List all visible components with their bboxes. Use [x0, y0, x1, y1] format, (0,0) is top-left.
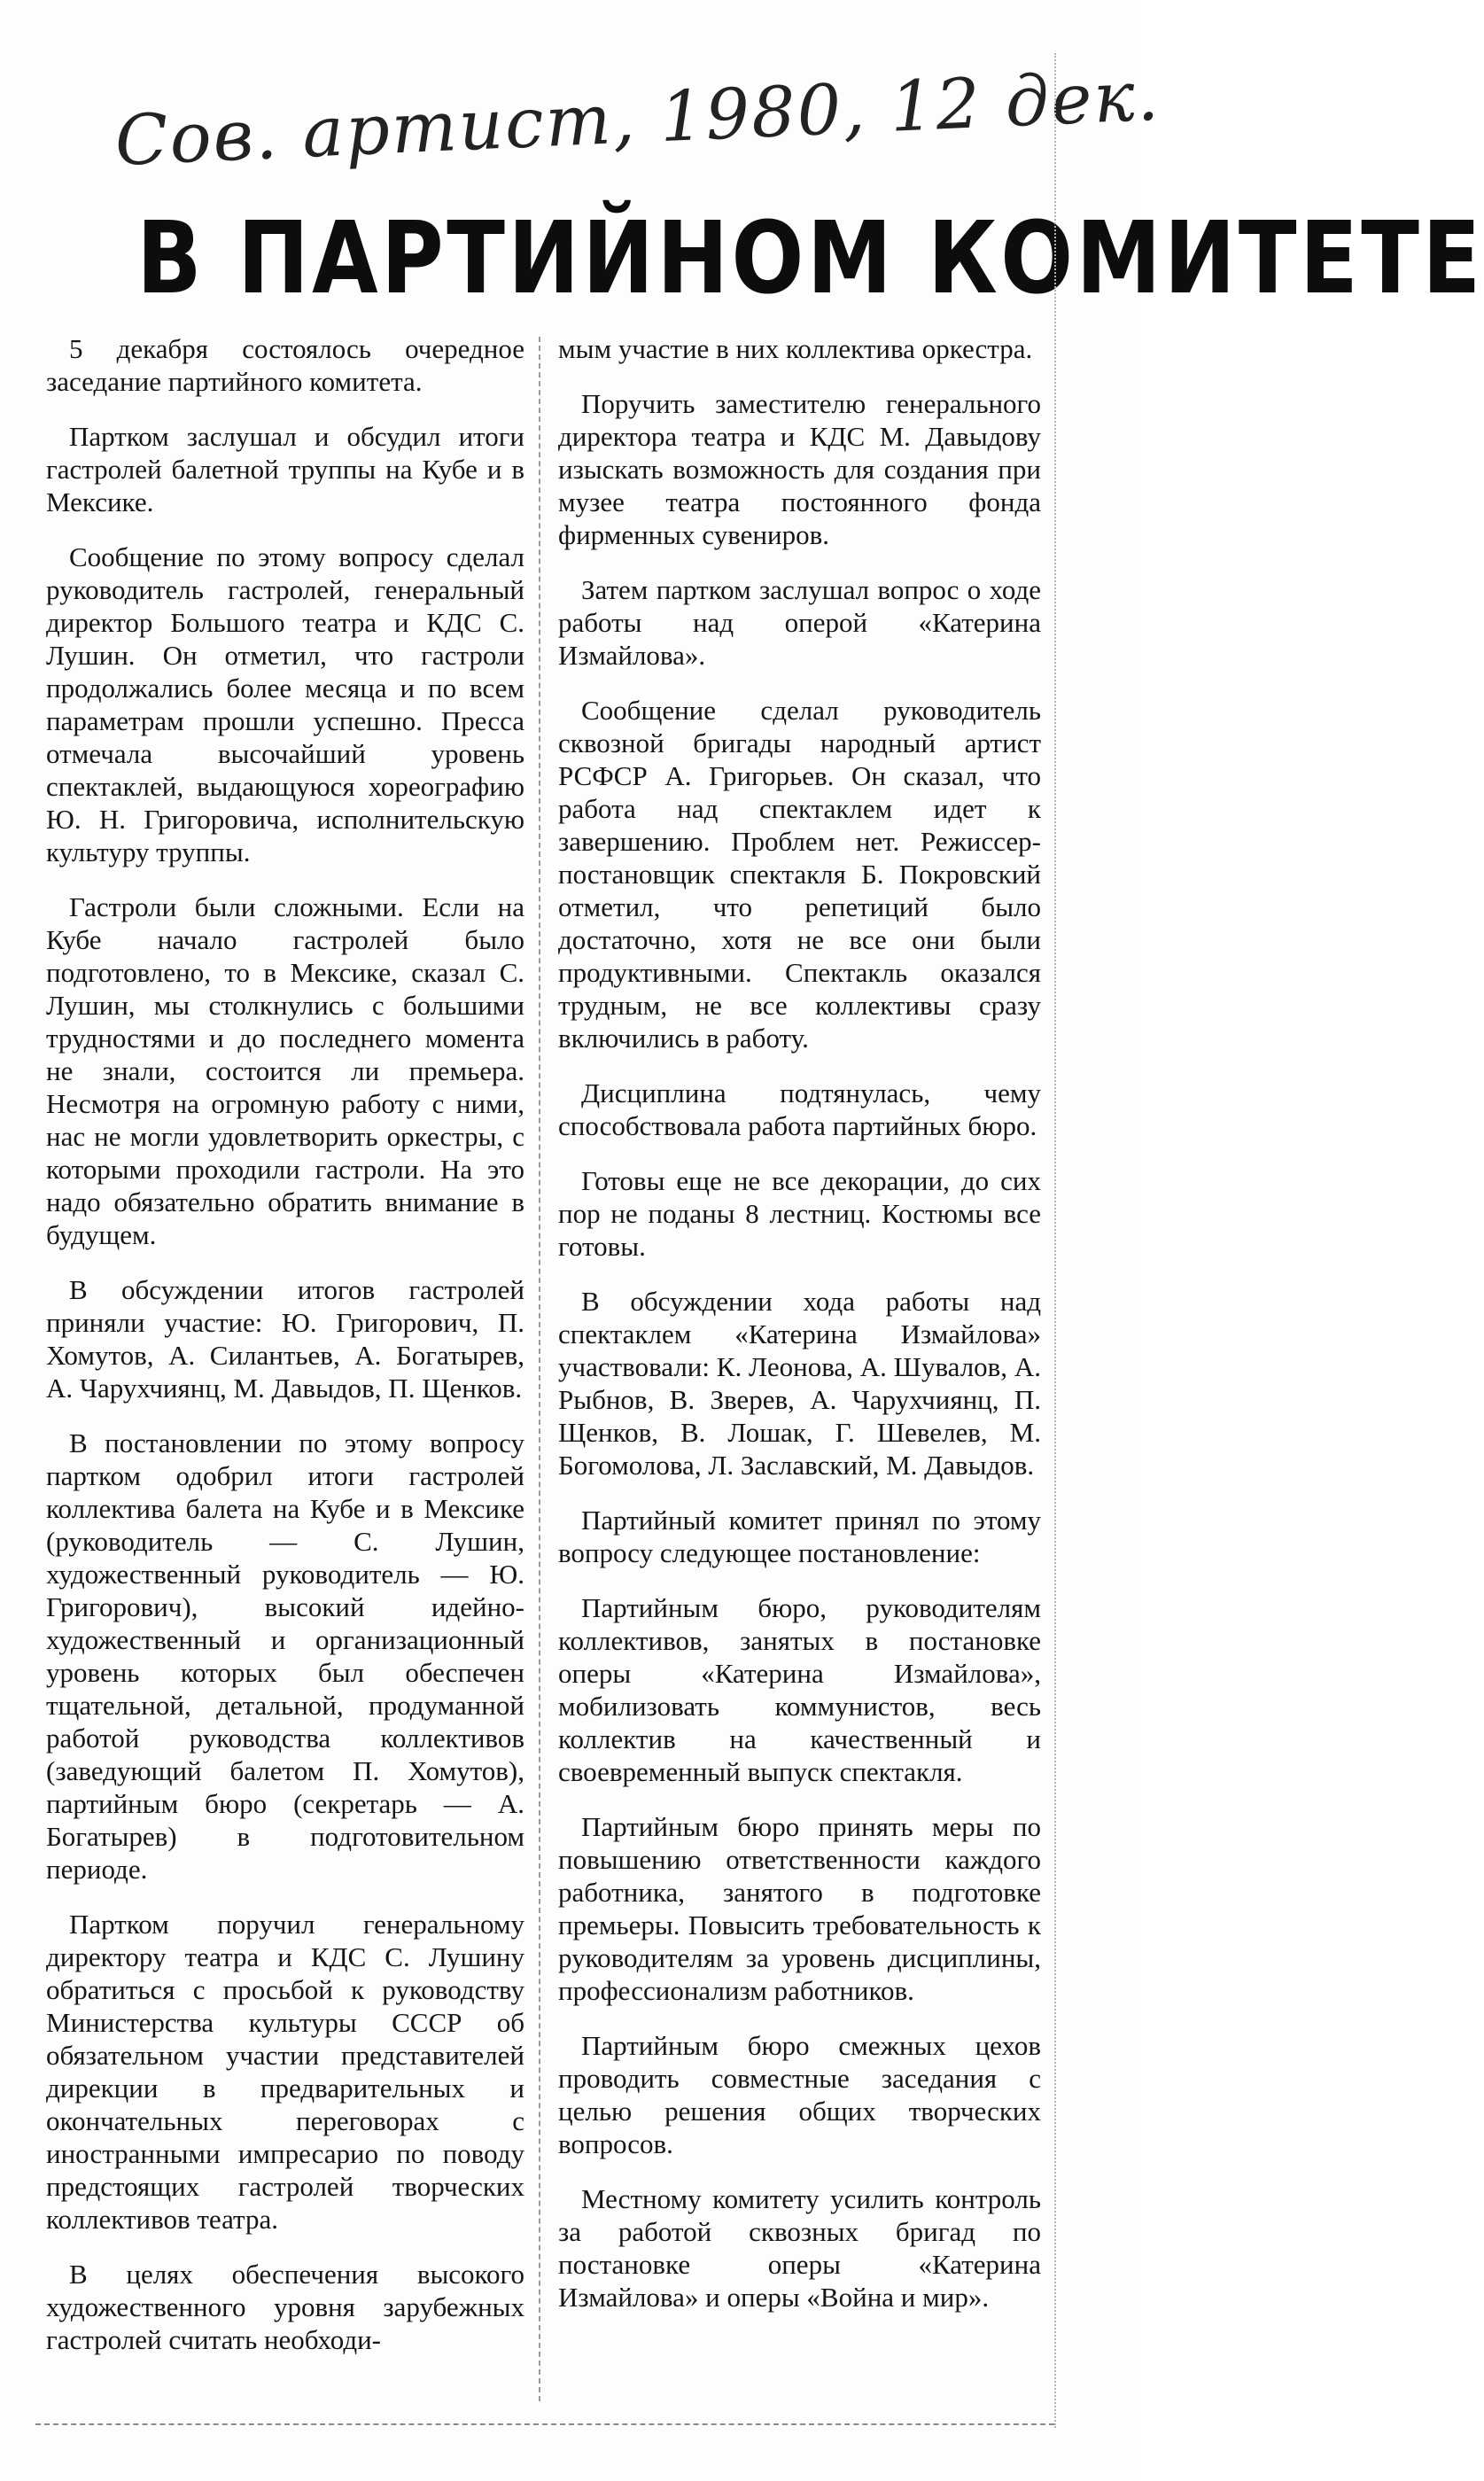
paragraph: В обсуждении итогов гастролей приняли участие: Ю. Григорович, П. Хомутов, А. Силантьев, А. Богатырев, А. Чарухчиянц, М. Давыдов, П. Щенков.: [46, 1274, 524, 1404]
clipping-edge: [1054, 53, 1056, 2428]
paragraph: В целях обеспечения высокого художественного уровня зарубежных гастролей считать необходи-: [46, 2259, 524, 2355]
paragraph: В постановлении по этому вопросу партком одобрил итоги гастролей коллектива балета на Кубе и в Мексике (руководитель — С. Лушин, художественный руководитель — Ю. Григорович), высокий идейно-художественный и организационный уровень которых был обеспечен тщательной, детальной, продуманной работой руководства коллективов (заведующий балетом П. Хомутов), партийным бюро (секретарь — А. Богатырев) в подготовительном периоде.: [46, 1427, 524, 1885]
paragraph: Местному комитету усилить контроль за работой сквозных бригад по постановке оперы «Катерина Измайлова» и оперы «Война и мир».: [558, 2183, 1041, 2313]
paragraph: Партком заслушал и обсудил итоги гастролей балетной труппы на Кубе и в Мексике.: [46, 421, 524, 517]
paragraph: Дисциплина подтянулась, чему способствовала работа партийных бюро.: [558, 1077, 1041, 1141]
column-divider: [539, 337, 541, 2401]
paragraph: Сообщение по этому вопросу сделал руководитель гастролей, генеральный директор Большого театра и КДС С. Лушин. Он отметил, что гастроли продолжались более месяца и по всем параметрам прошли успешно. Пресса отмечала высочайший уровень спектаклей, выдающуюся хореографию Ю. Н. Григоровича, исполнительскую культуру труппы.: [46, 541, 524, 867]
paragraph: Партийным бюро, руководителям коллективов, занятых в постановке оперы «Катерина Измайлова», мобилизовать коммунистов, весь коллектив на качественный и своевременный выпуск спектакля.: [558, 1592, 1041, 1787]
paragraph: 5 декабря состоялось очередное заседание партийного комитета.: [46, 333, 524, 397]
left-column: [46, 332, 524, 2378]
handwritten-source-note: Сов. артист, 1980, 12 дек.: [113, 56, 1162, 182]
paragraph-continued: мым участие в них коллектива оркестра.: [558, 333, 1033, 364]
right-column: [558, 332, 1041, 2336]
paragraph: Готовы еще не все декорации, до сих пор не поданы 8 лестниц. Костюмы все готовы.: [558, 1165, 1041, 1262]
paragraph: Поручить заместителю генерального директора театра и КДС М. Давыдову изыскать возможность для создания при музее театра постоянного фонда фирменных сувениров.: [558, 388, 1041, 550]
article-headline: В ПАРТИЙНОМ КОМИТЕТЕ: [136, 201, 1484, 316]
paragraph: Партийным бюро принять меры по повышению ответственности каждого работника, занятого в подготовке премьеры. Повысить требовательность к руководителям за уровень дисциплины, профессионализм работников.: [558, 1811, 1041, 2006]
paragraph: Партийный комитет принял по этому вопросу следующее постановление:: [558, 1505, 1041, 1568]
paragraph: В обсуждении хода работы над спектаклем «Катерина Измайлова» участвовали: К. Леонова, А. Шувалов, А. Рыбнов, В. Зверев, А. Чарухчиянц, П. Щенков, В. Лошак, Г. Шевелев, М. Богомолова, Л. Заславский, М. Давыдов.: [558, 1286, 1041, 1481]
paragraph: Сообщение сделал руководитель сквозной бригады народный артист РСФСР А. Григорьев. Он сказал, что работа над спектаклем идет к завершению. Проблем нет. Режиссер-постановщик спектакля Б. Покровский отметил, что репетиций было достаточно, хотя не все они были продуктивными. Спектакль оказался трудным, не все коллективы сразу включились в работу.: [558, 695, 1041, 1054]
paragraph: Партийным бюро смежных цехов проводить совместные заседания с целью решения общих творческих вопросов.: [558, 2030, 1041, 2159]
paragraph: Затем партком заслушал вопрос о ходе работы над оперой «Катерина Измайлова».: [558, 574, 1041, 671]
paragraph: Партком поручил генеральному директору театра и КДС С. Лушину обратиться с просьбой к руководству Министерства культуры СССР об обязательном участии представителей дирекции в предварительных и окончательных переговорах с иностранными импресарио по поводу предстоящих гастролей творческих коллективов театра.: [46, 1909, 524, 2235]
paragraph: Гастроли были сложными. Если на Кубе начало гастролей было подготовлено, то в Мексике, сказал С. Лушин, мы столкнулись с большими трудностями и до последнего момента не знали, состоится ли премьера. Несмотря на огромную работу с ними, нас не могли удовлетворить оркестры, с которыми проходили гастроли. На это надо обязательно обратить внимание в будущем.: [46, 891, 524, 1250]
bottom-cut-line: [35, 2423, 1054, 2425]
